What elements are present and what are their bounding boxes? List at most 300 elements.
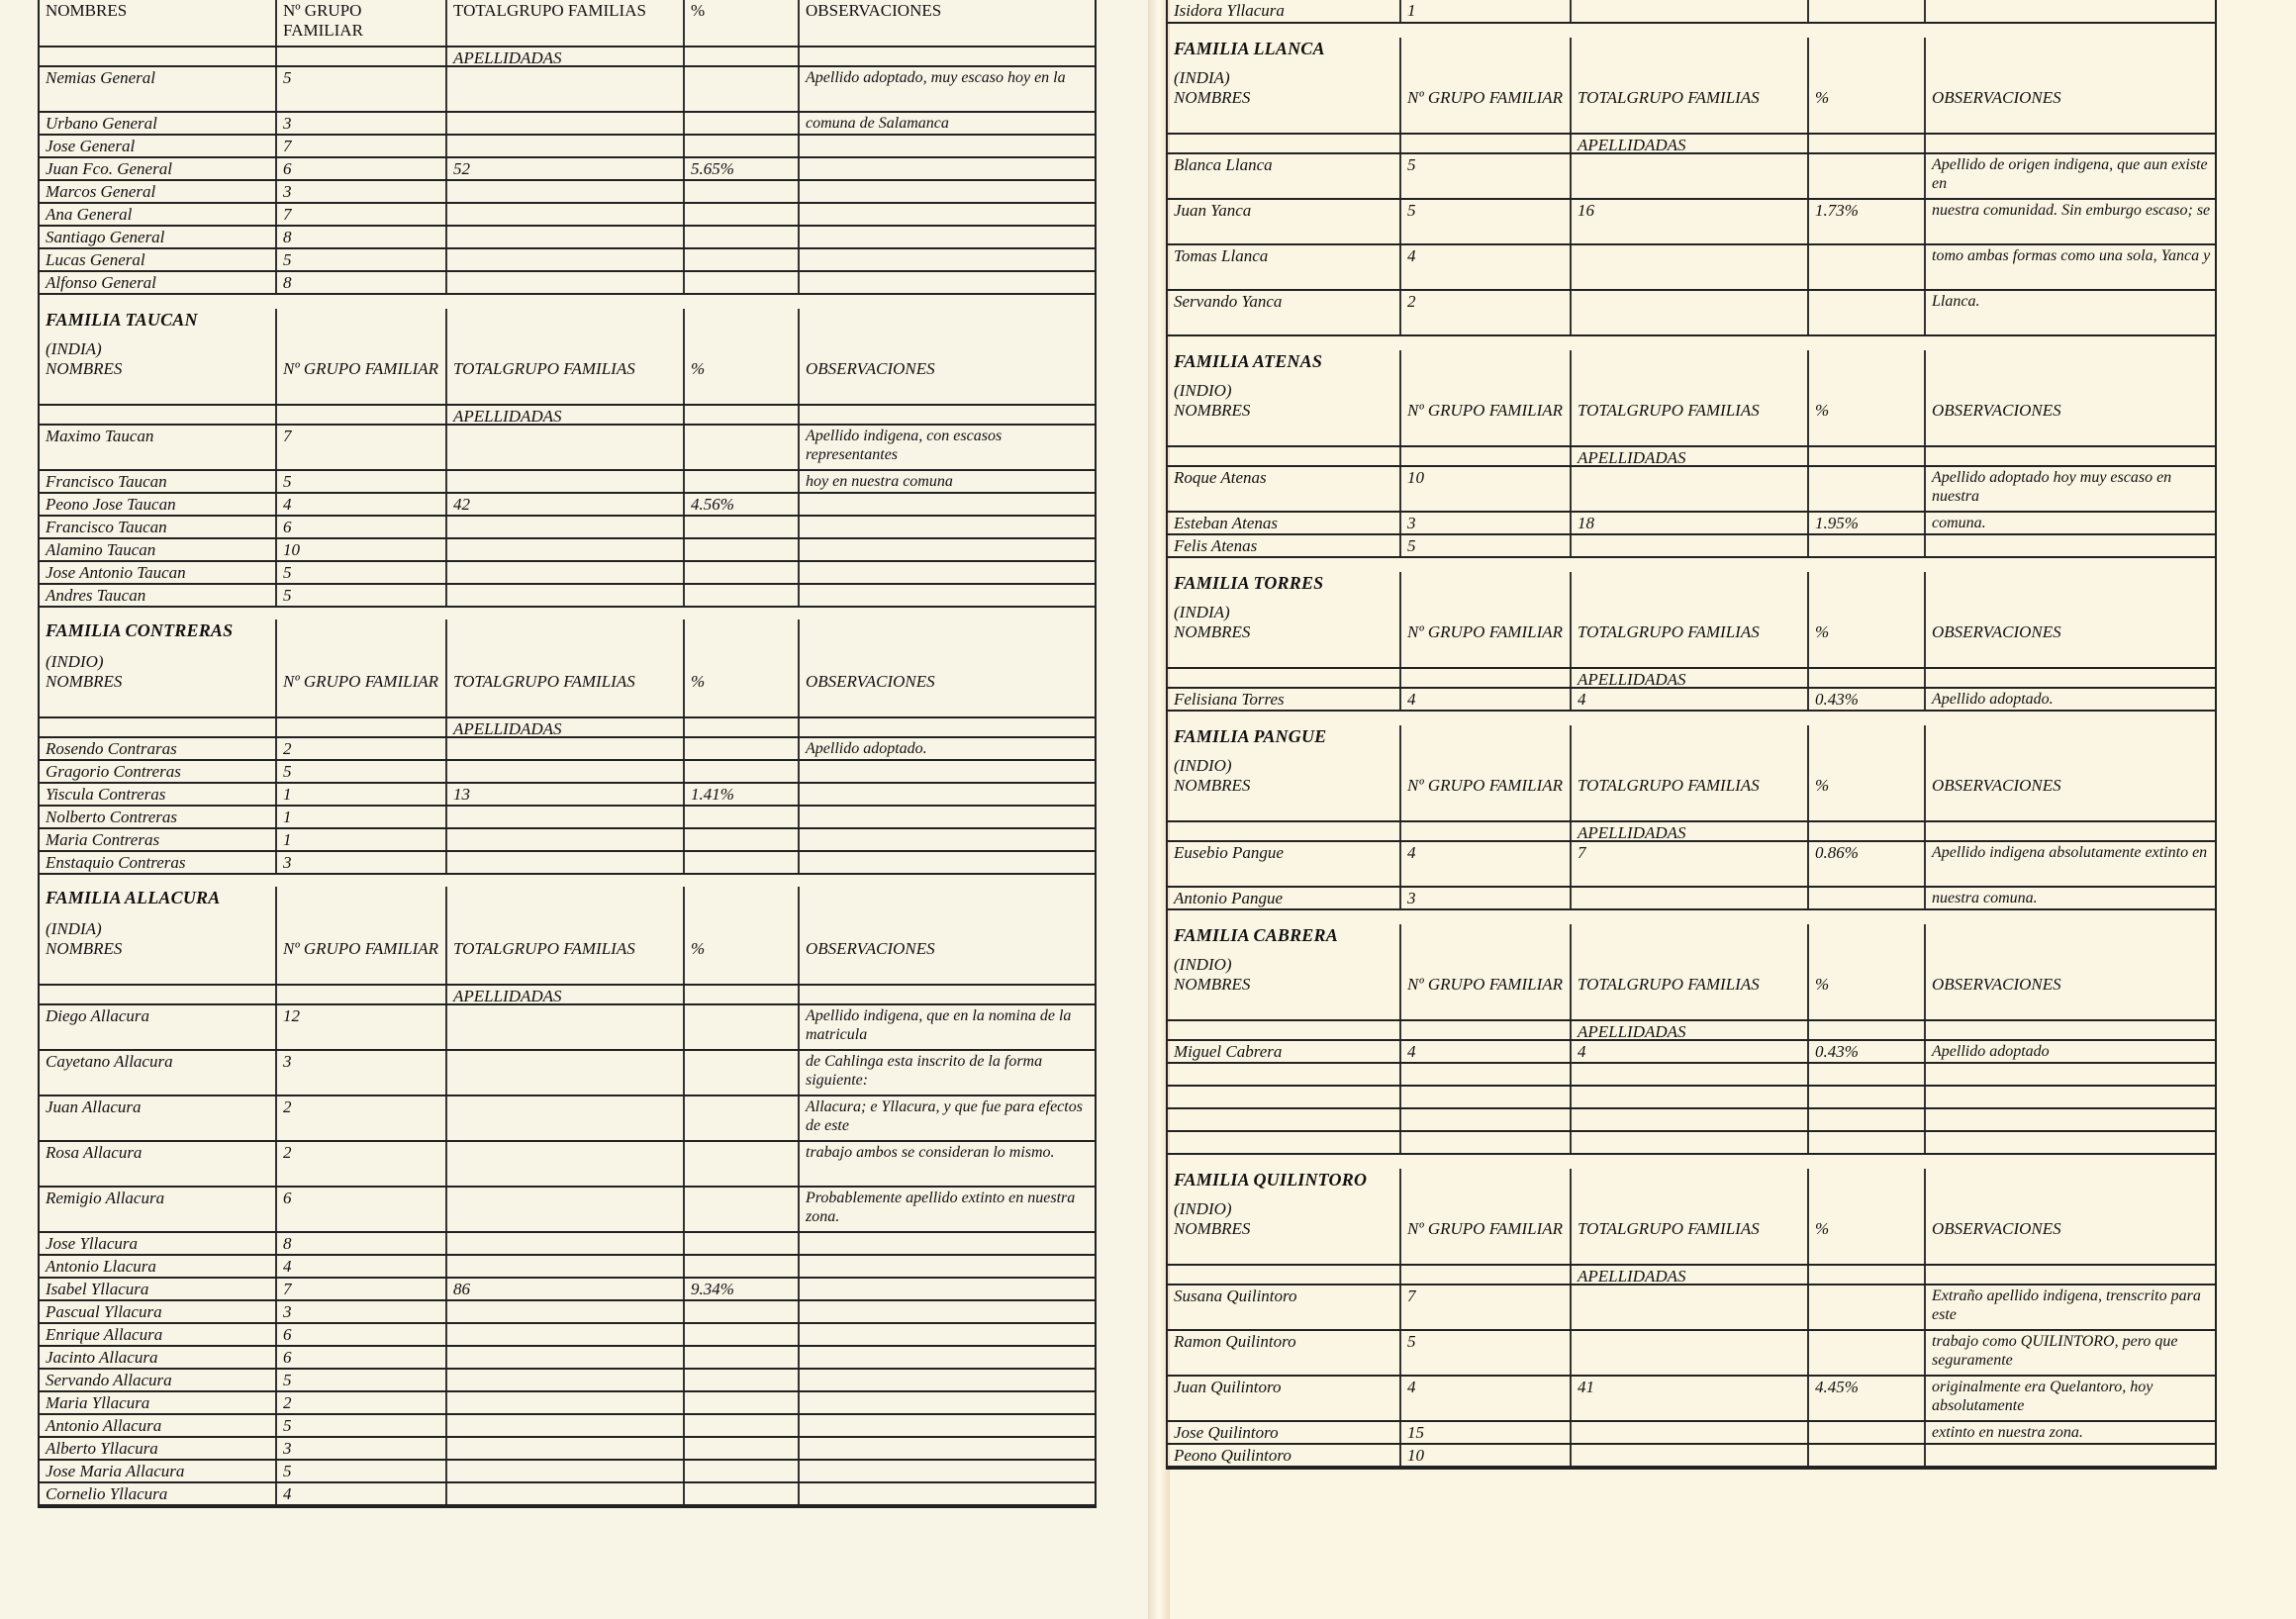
- header-total-families: TOTALGRUPO FAMILIAS: [447, 0, 685, 46]
- cell-observations: Allacura; e Yllacura, y que fue para efectos de este: [806, 1098, 1083, 1134]
- empty-cell: [1572, 755, 1809, 777]
- subheader-row: [1168, 669, 2215, 689]
- cell-percent: [685, 1347, 800, 1368]
- column-header-row: [40, 671, 1095, 718]
- right-census-table: [1166, 0, 2217, 1470]
- cell-total-families: [1572, 1109, 1809, 1130]
- cell-observations: [800, 1438, 1099, 1459]
- header-total-families: TOTALGRUPO FAMILIAS: [1572, 400, 1809, 445]
- family-type: (INDIA): [40, 338, 277, 360]
- empty-cell: [1809, 669, 1926, 687]
- cell-total-families: [1572, 291, 1809, 334]
- family-title: FAMILIA LLANCA: [1168, 38, 1401, 67]
- cell-observations: [800, 227, 1099, 247]
- empty-cell: [1809, 135, 1926, 152]
- header-group-count: Nº GRUPO FAMILIAR: [1401, 775, 1572, 820]
- header-total-families: TOTALGRUPO FAMILIAS: [1572, 1218, 1809, 1264]
- cell-group-count: 7: [277, 426, 447, 469]
- subheader-row: [1168, 1266, 2215, 1286]
- empty-cell: [277, 918, 447, 940]
- cell-percent: [1809, 1422, 1926, 1443]
- empty-cell: [1401, 350, 1572, 380]
- cell-observations: [800, 1256, 1099, 1277]
- cell-observations: [1926, 1109, 2219, 1130]
- cell-total-families: [447, 1392, 685, 1413]
- empty-cell: [1572, 350, 1809, 380]
- subheader-row: [1168, 447, 2215, 467]
- cell-name: Jacinto Allacura: [40, 1347, 277, 1368]
- header-observations: OBSERVACIONES: [1932, 401, 2061, 420]
- cell-group-count: 4: [1401, 1377, 1572, 1420]
- header-percent: %: [685, 0, 800, 46]
- family-title-row: [1168, 910, 2215, 954]
- cell-observations: [1926, 0, 2219, 22]
- cell-name: Maria Contreras: [40, 829, 277, 850]
- empty-cell: [40, 718, 277, 736]
- cell-total-families: 13: [447, 784, 685, 805]
- cell-group-count: 7: [1401, 1286, 1572, 1329]
- table-row: [40, 1438, 1095, 1461]
- table-row: [40, 1301, 1095, 1324]
- header-total-families: TOTALGRUPO FAMILIAS: [447, 938, 685, 984]
- table-row: [1168, 291, 2215, 336]
- family-title-row: [1168, 24, 2215, 67]
- table-row: [1168, 1445, 2215, 1468]
- cell-group-count: 7: [277, 204, 447, 225]
- cell-observations: originalmente era Quelantoro, hoy absolutamente: [1932, 1379, 2153, 1414]
- cell-total-families: [447, 67, 685, 111]
- cell-observations: [800, 1347, 1099, 1368]
- cell-group-count: 1: [277, 784, 447, 805]
- column-header-row: [1168, 775, 2215, 822]
- empty-cell: [1168, 669, 1401, 687]
- empty-cell: [1809, 350, 1926, 380]
- cell-group-count: 5: [277, 1415, 447, 1436]
- cell-percent: 4.45%: [1809, 1377, 1926, 1420]
- cell-total-families: 4: [1572, 689, 1809, 710]
- family-subtitle-row: [40, 338, 1095, 358]
- cell-group-count: 2: [277, 1392, 447, 1413]
- header-group-count: Nº GRUPO FAMILIAR: [1401, 87, 1572, 133]
- cell-total-families: [447, 761, 685, 782]
- cell-name: Santiago General: [40, 227, 277, 247]
- header-total-families: TOTALGRUPO FAMILIAS: [1572, 621, 1809, 667]
- cell-observations: [800, 136, 1099, 156]
- cell-total-families: [1572, 1132, 1809, 1153]
- table-row: [1168, 245, 2215, 291]
- header-percent: %: [1809, 87, 1926, 133]
- cell-observations: trabajo como QUILINTORO, pero que seguramente: [1932, 1333, 2178, 1369]
- cell-percent: [685, 1142, 800, 1186]
- cell-total-families: [447, 1188, 685, 1231]
- empty-cell: [1572, 924, 1809, 954]
- cell-total-families: [447, 1438, 685, 1459]
- family-type: (INDIA): [40, 918, 277, 940]
- cell-name: Antonio Llacura: [40, 1256, 277, 1277]
- cell-total-families: [1572, 245, 1809, 289]
- family-type: (INDIA): [1168, 602, 1401, 623]
- cell-group-count: 4: [277, 494, 447, 515]
- cell-percent: [1809, 1064, 1926, 1085]
- table-row: [1168, 1286, 2215, 1331]
- cell-observations: Apellido indigena absolutamente extinto en: [1932, 844, 2208, 861]
- empty-cell: [447, 338, 685, 360]
- cell-total-families: [447, 181, 685, 202]
- cell-name: Gragorio Contreras: [40, 761, 277, 782]
- cell-percent: [1809, 467, 1926, 511]
- cell-name: Nolberto Contreras: [40, 807, 277, 827]
- header-name: NOMBRES: [1168, 87, 1401, 133]
- table-row: [40, 1415, 1095, 1438]
- empty-cell: [685, 406, 800, 424]
- cell-name: Esteban Atenas: [1168, 513, 1401, 533]
- cell-group-count: 5: [277, 67, 447, 111]
- cell-percent: 4.56%: [685, 494, 800, 515]
- empty-cell: [1809, 725, 1926, 755]
- empty-cell: [1401, 822, 1572, 840]
- cell-name: Tomas Llanca: [1168, 245, 1401, 289]
- empty-cell: [800, 406, 1099, 424]
- empty-cell: [1401, 1169, 1572, 1198]
- empty-cell: [685, 309, 800, 338]
- subheader-apellidadas: APELLIDADAS: [1572, 447, 1809, 465]
- cell-total-families: [447, 1142, 685, 1186]
- table-row: [1168, 1064, 2215, 1087]
- table-row: [40, 784, 1095, 807]
- cell-observations: trabajo ambos se consideran lo mismo.: [806, 1144, 1055, 1161]
- empty-cell: [40, 48, 277, 65]
- cell-group-count: 6: [277, 1347, 447, 1368]
- cell-observations: Apellido adoptado hoy muy escaso en nuestra: [1932, 469, 2172, 505]
- cell-observations: nuestra comunidad. Sin emburgo escaso; se: [1932, 202, 2211, 219]
- cell-total-families: [447, 204, 685, 225]
- empty-cell: [1168, 1266, 1401, 1284]
- empty-cell: [40, 986, 277, 1003]
- family-title: FAMILIA ATENAS: [1168, 350, 1401, 380]
- cell-percent: [685, 539, 800, 560]
- subheader-apellidadas: APELLIDADAS: [447, 986, 685, 1003]
- empty-cell: [1809, 447, 1926, 465]
- cell-name: Felis Atenas: [1168, 535, 1401, 556]
- cell-observations: [800, 1279, 1099, 1299]
- cell-percent: 0.43%: [1809, 689, 1926, 710]
- cell-name: Yiscula Contreras: [40, 784, 277, 805]
- cell-name: Lucas General: [40, 249, 277, 270]
- left-census-table: [38, 0, 1097, 1508]
- empty-cell: [800, 887, 1099, 918]
- empty-cell: [1809, 1021, 1926, 1039]
- family-subtitle-row: [1168, 380, 2215, 400]
- header-group-count: Nº GRUPO FAMILIAR: [1401, 1218, 1572, 1264]
- cell-total-families: [1572, 154, 1809, 198]
- cell-group-count: 1: [277, 807, 447, 827]
- table-row: [40, 807, 1095, 829]
- empty-cell: [1401, 602, 1572, 623]
- empty-cell: [1926, 1198, 2219, 1220]
- cell-name: Jose Yllacura: [40, 1233, 277, 1254]
- empty-cell: [1809, 380, 1926, 402]
- empty-cell: [1401, 954, 1572, 976]
- cell-total-families: 52: [447, 158, 685, 179]
- cell-group-count: 5: [1401, 154, 1572, 198]
- cell-total-families: [447, 471, 685, 492]
- cell-group-count: 7: [277, 136, 447, 156]
- header-name: NOMBRES: [1168, 974, 1401, 1019]
- table-row: [40, 471, 1095, 494]
- empty-cell: [685, 718, 800, 736]
- cell-name: Jose Antonio Taucan: [40, 562, 277, 583]
- header-percent: %: [1809, 400, 1926, 445]
- cell-name: Peono Jose Taucan: [40, 494, 277, 515]
- table-row: [1168, 0, 2215, 24]
- table-row: [40, 852, 1095, 875]
- empty-cell: [800, 338, 1099, 360]
- cell-name: Felisiana Torres: [1168, 689, 1401, 710]
- cell-group-count: 8: [277, 227, 447, 247]
- empty-cell: [1572, 1198, 1809, 1220]
- header-observations: OBSERVACIONES: [1932, 88, 2061, 107]
- table-row: [1168, 1041, 2215, 1064]
- cell-observations: [800, 517, 1099, 537]
- empty-cell: [1809, 38, 1926, 67]
- table-row: [40, 67, 1095, 113]
- cell-group-count: 10: [1401, 1445, 1572, 1466]
- cell-total-families: [447, 585, 685, 606]
- family-type: (INDIO): [1168, 380, 1401, 402]
- cell-percent: [685, 1256, 800, 1277]
- cell-percent: [685, 227, 800, 247]
- column-header-row: [1168, 1218, 2215, 1266]
- cell-group-count: 4: [277, 1483, 447, 1504]
- cell-name: Antonio Pangue: [1168, 888, 1401, 908]
- cell-percent: [1809, 1286, 1926, 1329]
- family-title-row: [40, 875, 1095, 918]
- cell-total-families: [447, 852, 685, 873]
- header-percent: %: [685, 671, 800, 716]
- cell-group-count: 3: [277, 113, 447, 134]
- cell-observations: [800, 272, 1099, 293]
- cell-observations: [1926, 535, 2219, 556]
- empty-cell: [277, 309, 447, 338]
- cell-total-families: 7: [1572, 842, 1809, 886]
- cell-name: Marcos General: [40, 181, 277, 202]
- header-observations: OBSERVACIONES: [1932, 1219, 2061, 1238]
- cell-percent: 0.43%: [1809, 1041, 1926, 1062]
- header-group-count: Nº GRUPO FAMILIAR: [277, 0, 447, 46]
- table-row: [1168, 1087, 2215, 1109]
- table-row: [40, 1324, 1095, 1347]
- cell-name: Ana General: [40, 204, 277, 225]
- cell-name: Jose General: [40, 136, 277, 156]
- empty-cell: [1401, 572, 1572, 602]
- table-row: [40, 181, 1095, 204]
- cell-total-families: 41: [1572, 1377, 1809, 1420]
- cell-group-count: [1401, 1132, 1572, 1153]
- empty-cell: [447, 651, 685, 673]
- cell-group-count: 5: [277, 562, 447, 583]
- cell-observations: hoy en nuestra comuna: [806, 473, 953, 490]
- cell-name: Isidora Yllacura: [1168, 0, 1401, 22]
- table-row: [40, 426, 1095, 471]
- empty-cell: [1926, 572, 2219, 602]
- cell-percent: [685, 113, 800, 134]
- cell-observations: [800, 1324, 1099, 1345]
- cell-group-count: 4: [1401, 1041, 1572, 1062]
- cell-name: Alfonso General: [40, 272, 277, 293]
- cell-observations: [1926, 1445, 2219, 1466]
- subheader-apellidadas: APELLIDADAS: [1572, 822, 1809, 840]
- cell-observations: Apellido indigena, que en la nomina de la matricula: [806, 1007, 1072, 1043]
- empty-cell: [1809, 924, 1926, 954]
- cell-observations: [800, 1301, 1099, 1322]
- cell-observations: Apellido de origen indigena, que aun existe en: [1932, 156, 2208, 192]
- empty-cell: [277, 651, 447, 673]
- cell-observations: [800, 539, 1099, 560]
- cell-observations: [800, 1483, 1099, 1504]
- cell-name: Peono Quilintoro: [1168, 1445, 1401, 1466]
- empty-cell: [447, 309, 685, 338]
- cell-name: Ramon Quilintoro: [1168, 1331, 1401, 1375]
- empty-cell: [685, 887, 800, 918]
- cell-name: Servando Allacura: [40, 1370, 277, 1390]
- header-percent: %: [685, 938, 800, 984]
- cell-group-count: 4: [1401, 842, 1572, 886]
- cell-percent: 1.73%: [1809, 200, 1926, 243]
- header-name: NOMBRES: [1168, 621, 1401, 667]
- cell-total-families: [1572, 0, 1809, 22]
- cell-group-count: [1401, 1087, 1572, 1107]
- cell-name: Cayetano Allacura: [40, 1051, 277, 1095]
- table-row: [40, 272, 1095, 295]
- family-subtitle-row: [40, 918, 1095, 938]
- subheader-row: [1168, 1021, 2215, 1041]
- header-observations: OBSERVACIONES: [1932, 776, 2061, 795]
- cell-name: Diego Allacura: [40, 1005, 277, 1049]
- empty-cell: [1401, 1198, 1572, 1220]
- family-title-row: [1168, 1155, 2215, 1198]
- empty-cell: [1401, 1021, 1572, 1039]
- cell-percent: [685, 181, 800, 202]
- subheader-apellidadas: APELLIDADAS: [1572, 669, 1809, 687]
- cell-observations: comuna.: [1932, 515, 1986, 531]
- empty-cell: [800, 651, 1099, 673]
- cell-observations: [800, 852, 1099, 873]
- header-observations: OBSERVACIONES: [1932, 622, 2061, 641]
- cell-name: Francisco Taucan: [40, 471, 277, 492]
- empty-cell: [1572, 572, 1809, 602]
- cell-group-count: 1: [1401, 0, 1572, 22]
- empty-cell: [1809, 755, 1926, 777]
- family-title: FAMILIA QUILINTORO: [1168, 1169, 1401, 1198]
- empty-cell: [1926, 669, 2219, 687]
- cell-total-families: [447, 227, 685, 247]
- cell-group-count: 8: [277, 1233, 447, 1254]
- table-row: [40, 829, 1095, 852]
- cell-group-count: 7: [277, 1279, 447, 1299]
- cell-percent: [685, 1005, 800, 1049]
- cell-name: Maria Yllacura: [40, 1392, 277, 1413]
- header-total-families: TOTALGRUPO FAMILIAS: [447, 671, 685, 716]
- cell-observations: [800, 181, 1099, 202]
- cell-observations: Apellido adoptado, muy escaso hoy en la: [806, 69, 1066, 86]
- empty-cell: [800, 619, 1099, 651]
- empty-cell: [277, 718, 447, 736]
- cell-total-families: [1572, 1286, 1809, 1329]
- empty-cell: [1168, 822, 1401, 840]
- cell-total-families: [447, 807, 685, 827]
- header-percent: %: [1809, 621, 1926, 667]
- cell-name: Enrique Allacura: [40, 1324, 277, 1345]
- cell-percent: [685, 67, 800, 111]
- cell-observations: [800, 761, 1099, 782]
- cell-percent: [1809, 535, 1926, 556]
- cell-group-count: [1401, 1064, 1572, 1085]
- cell-percent: [685, 1461, 800, 1481]
- table-row: [40, 113, 1095, 136]
- cell-name: [1168, 1087, 1401, 1107]
- cell-group-count: 2: [1401, 291, 1572, 334]
- cell-percent: [685, 272, 800, 293]
- cell-name: Francisco Taucan: [40, 517, 277, 537]
- empty-cell: [277, 406, 447, 424]
- family-title: FAMILIA ALLACURA: [40, 887, 277, 918]
- table-row: [40, 1005, 1095, 1051]
- empty-cell: [1809, 1266, 1926, 1284]
- cell-name: Juan Fco. General: [40, 158, 277, 179]
- empty-cell: [1926, 1021, 2219, 1039]
- cell-group-count: 5: [1401, 200, 1572, 243]
- cell-group-count: 10: [277, 539, 447, 560]
- cell-total-families: [447, 738, 685, 759]
- family-title: FAMILIA PANGUE: [1168, 725, 1401, 755]
- cell-percent: [685, 807, 800, 827]
- empty-cell: [685, 651, 800, 673]
- empty-cell: [447, 887, 685, 918]
- cell-group-count: 2: [277, 738, 447, 759]
- table-row: [40, 1142, 1095, 1188]
- cell-group-count: 6: [277, 1188, 447, 1231]
- cell-name: Isabel Yllacura: [40, 1279, 277, 1299]
- subheader-apellidadas: APELLIDADAS: [447, 718, 685, 736]
- empty-cell: [1809, 67, 1926, 89]
- header-observations: OBSERVACIONES: [806, 1, 942, 20]
- header-name: NOMBRES: [40, 358, 277, 404]
- cell-name: Cornelio Yllacura: [40, 1483, 277, 1504]
- header-group-count: Nº GRUPO FAMILIAR: [1401, 400, 1572, 445]
- cell-name: Blanca Llanca: [1168, 154, 1401, 198]
- cell-percent: [685, 585, 800, 606]
- cell-percent: 9.34%: [685, 1279, 800, 1299]
- empty-cell: [1401, 755, 1572, 777]
- empty-cell: [1926, 924, 2219, 954]
- cell-observations: [800, 1415, 1099, 1436]
- subheader-row: [40, 986, 1095, 1005]
- empty-cell: [1572, 954, 1809, 976]
- cell-percent: [685, 1415, 800, 1436]
- table-row: [40, 539, 1095, 562]
- subheader-apellidadas: APELLIDADAS: [1572, 1266, 1809, 1284]
- cell-percent: [685, 1438, 800, 1459]
- cell-group-count: 3: [277, 1051, 447, 1095]
- cell-observations: [800, 562, 1099, 583]
- empty-cell: [1401, 669, 1572, 687]
- cell-total-families: 18: [1572, 513, 1809, 533]
- header-total-families: TOTALGRUPO FAMILIAS: [1572, 87, 1809, 133]
- subheader-apellidadas: APELLIDADAS: [447, 48, 685, 65]
- cell-observations: Apellido adoptado.: [806, 740, 927, 757]
- family-subtitle-row: [40, 651, 1095, 671]
- cell-total-families: [1572, 1087, 1809, 1107]
